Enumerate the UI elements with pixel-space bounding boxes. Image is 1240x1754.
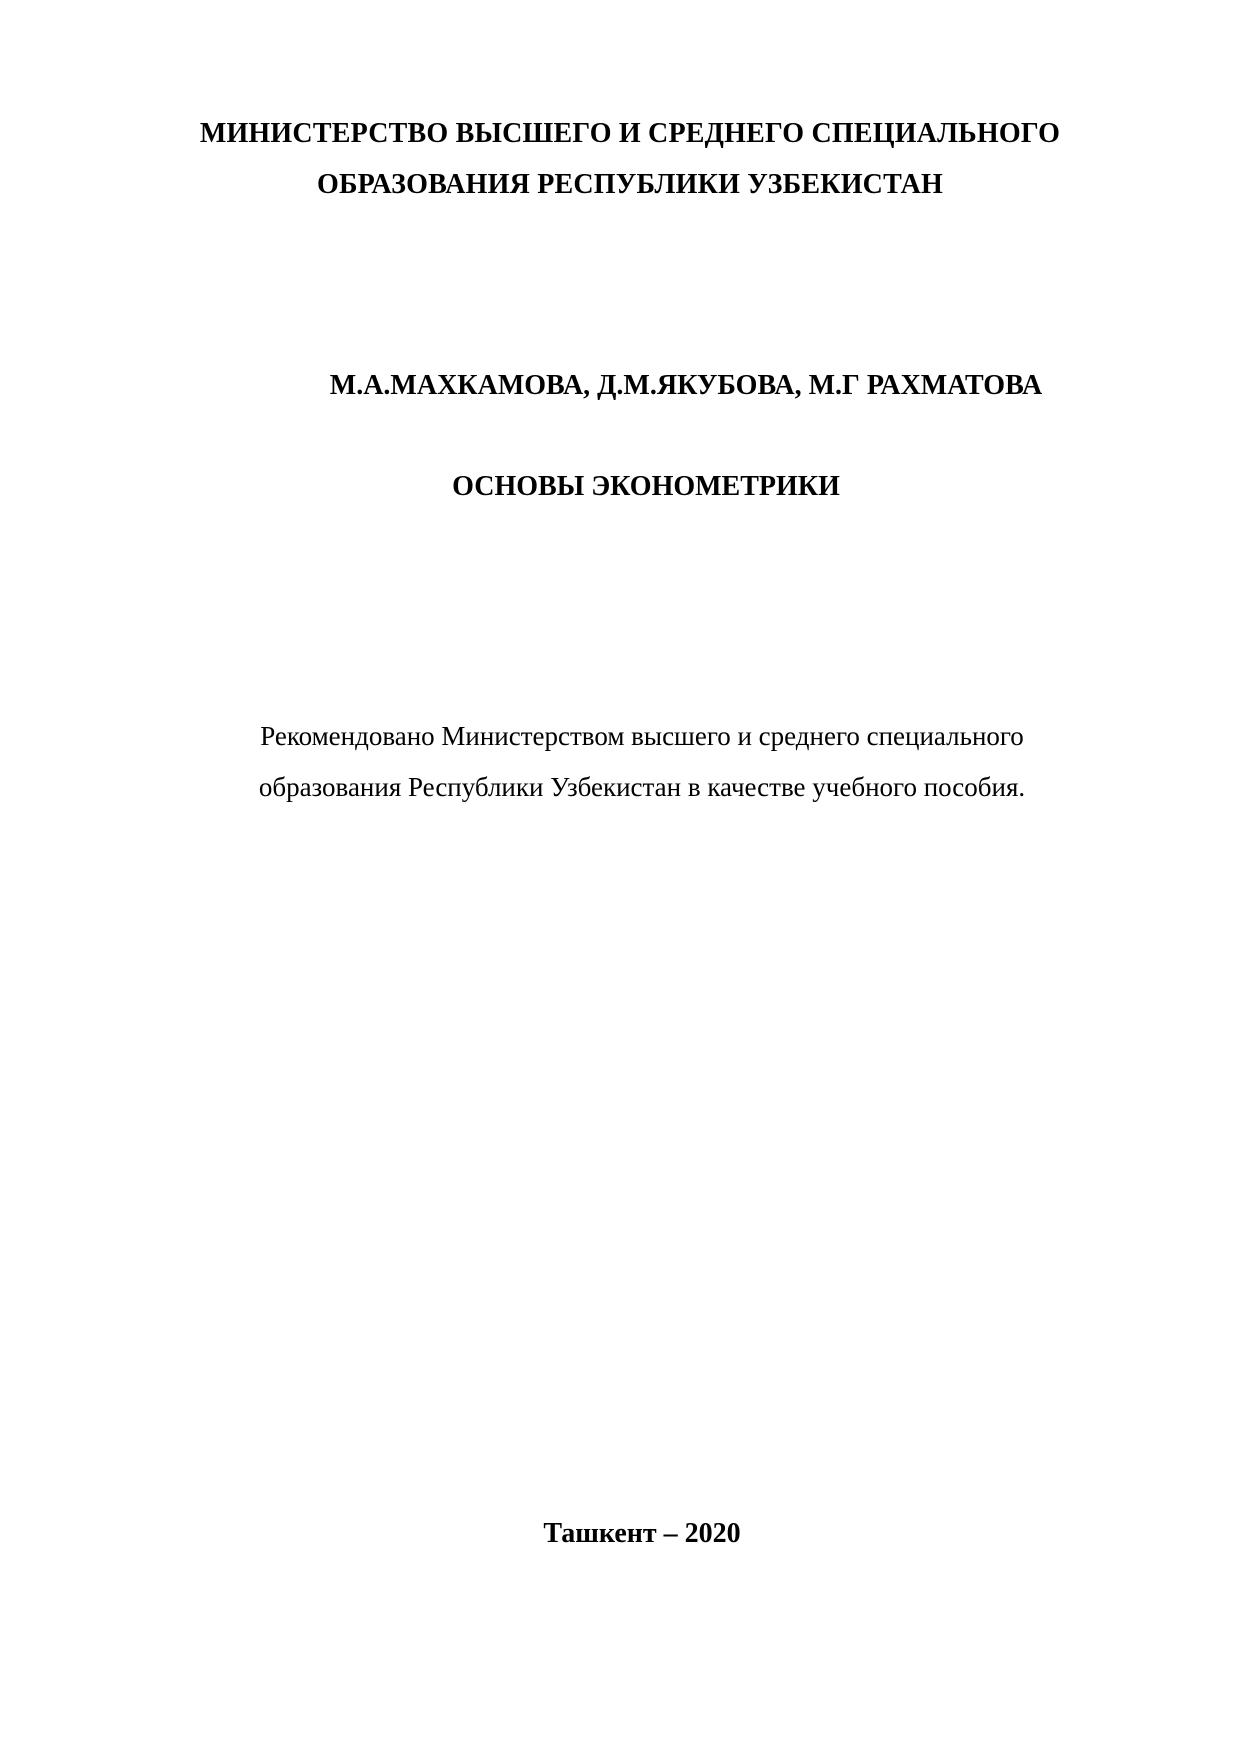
book-title: ОСНОВЫ ЭКОНОМЕТРИКИ [452,471,840,502]
recommendation-line-2: образования Республики Узбекистан в качестве учебного пособия. [258,772,1026,802]
ministry-heading-line-1: МИНИСТЕРСТВО ВЫСШЕГО И СРЕДНЕГО СПЕЦИАЛЬНОГО [199,118,1061,149]
ministry-heading-line-2: ОБРАЗОВАНИЯ РЕСПУБЛИКИ УЗБЕКИСТАН [316,169,943,200]
recommendation-line-1: Рекомендовано Министерством высшего и среднего специального [260,721,1024,751]
authors: М.А.МАХКАМОВА, Д.М.ЯКУБОВА, М.Г РАХМАТОВА [329,370,1043,401]
city-year: Ташкент – 2020 [543,1518,741,1549]
